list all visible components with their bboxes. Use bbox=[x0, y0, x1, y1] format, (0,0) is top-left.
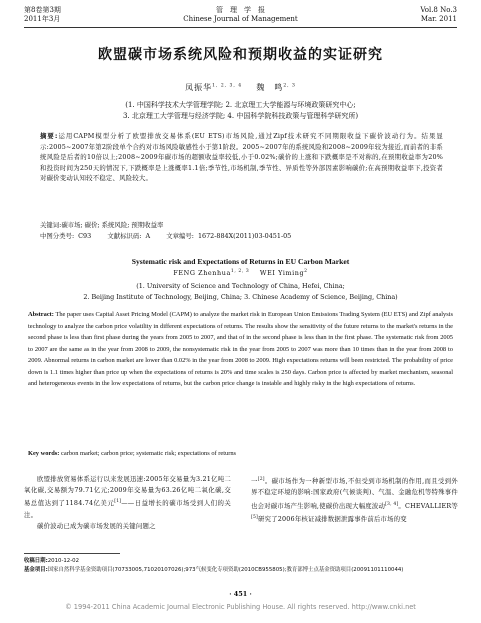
body-paragraph bbox=[24, 474, 231, 521]
citation: [2] bbox=[257, 477, 265, 482]
author1-en: FENG Zhenhua bbox=[173, 269, 231, 278]
keywords-cn-text: 碳市场; 碳价; 系统风险; 预期收益率 bbox=[61, 221, 164, 229]
authors-en bbox=[0, 269, 481, 277]
clc-number: 中图分类号: C93 bbox=[40, 232, 92, 240]
header-rule bbox=[24, 27, 457, 28]
abstract-en-text: The paper uses Capital Asset Pricing Model (CAPM) to analyze the market risk in European Union Emissions Trading System (EU ETS) and Zipf analysis technology to analyze the carbon price volatility in different expectations of returns. The results show the sensitivity of the future returns to the market's returns in the second phase is less than first phase during the years from 2005 to 2007, and that of in the second phase is less than in the first phase. The systematic risk from 2005 to 2007 are the same as in the year from 2008 to 2009, the nonsystematic risk in the year from 2005 to 2007 was more than 10 times than in the year from 2008 to 2009. Abnormal returns in carbon market are lower than 0.02% in the year from 2008 to 2009. High expectations returns will been restricted. The probability of price down is 1.1 times higher than price up when the expectations of returns is 20% and time scales is 250 days. Carbon price is affected by market mechanism, seasonal and heterogeneous events in the low expectations of returns, but the carbon price change is instable and highly risky in the high expectations of returns. bbox=[28, 311, 453, 387]
fund-text: 国家自然科学基金资助项目(70733005,71020107026);973气候变化专项资助(2010CB955805);教育部博士点基金资助项目(20091101110044) bbox=[47, 567, 404, 573]
received-date: 2010-12-02 bbox=[47, 558, 80, 564]
title-en: Systematic risk and Expectations of Returns in EU Carbon Market bbox=[131, 257, 350, 266]
author1-cn: 凤振华 bbox=[185, 83, 213, 92]
body-column-right bbox=[251, 474, 458, 525]
keywords-en bbox=[28, 448, 453, 459]
body-text: 。碳市场作为一种新型市场,不但受到市场机制的作用,而且受到外界不稳定环境的影响:国家政府(气候谈判)、气温、金融危机等特殊事件也会对碳市场产生影响,使碳价出现大幅度波动 bbox=[251, 477, 458, 510]
header-right bbox=[420, 6, 457, 24]
body-text: 研究了2006年核证减排数据泄露事件前后市场的变 bbox=[257, 514, 407, 523]
affiliation-cn-line1: (1. 中国科学技术大学管理学院; 2. 北京理工大学能源与环境政策研究中心; bbox=[125, 101, 356, 109]
header-journal-en: Chinese Journal of Management bbox=[183, 15, 298, 23]
header-issue-cn: 第8卷第3期 bbox=[24, 6, 61, 14]
abstract-en bbox=[28, 309, 453, 390]
authors-cn bbox=[0, 82, 481, 93]
affiliations-cn bbox=[0, 100, 481, 122]
received-label: 收稿日期: bbox=[24, 558, 48, 564]
body-text: 。CHEVALLIER等 bbox=[398, 501, 459, 510]
footnote-fund bbox=[24, 566, 457, 575]
footnote bbox=[24, 557, 457, 575]
header-vol-en: Vol.8 No.3 bbox=[420, 6, 457, 14]
citation: [3, 4] bbox=[385, 501, 399, 507]
body-paragraph bbox=[251, 474, 458, 525]
citation: [1] bbox=[114, 499, 122, 505]
header-center bbox=[24, 6, 457, 24]
footnote-received bbox=[24, 557, 457, 566]
body-text: 一 bbox=[251, 477, 258, 486]
affiliations-en bbox=[0, 281, 481, 303]
article-number: 文章编号: 1672-884X(2011)03-0451-05 bbox=[166, 232, 292, 240]
citation: [5] bbox=[251, 514, 258, 520]
author1-cn-affil: 1, 2, 3, 4 bbox=[212, 83, 243, 89]
abstract-cn-label: 摘要: bbox=[40, 132, 58, 140]
affiliation-en-line2: 2. Beijing Institute of Technology, Beijing, China; 3. Chinese Academy of Science, Beijing, China) bbox=[83, 293, 398, 301]
classification-cn bbox=[40, 231, 443, 242]
keywords-en-label: Key words: bbox=[28, 450, 60, 457]
body-text: ——日益增长的碳市场受到人们的关注。 bbox=[24, 499, 231, 519]
body-text: 碳价波动已成为碳市场发展的关键问题之 bbox=[37, 521, 156, 530]
author1-en-affil: 1, 2, 3 bbox=[230, 269, 250, 274]
affiliation-en-line1: (1. University of Science and Technology of China, Hefei, China; bbox=[136, 282, 345, 290]
document-code: 文献标识码: A bbox=[107, 232, 151, 240]
header-journal-cn: 管 理 学 报 bbox=[216, 6, 265, 14]
header-date-cn: 2011年3月 bbox=[24, 15, 61, 23]
author2-cn: 魏 鸣 bbox=[256, 83, 284, 92]
body-text: 欧盟排放贸易体系运行以来发展迅速:2005年交易量为3.21亿吨二氧化碳,交易额为79.71亿元;2009年交易量为63.26亿吨二氧化碳,交易总值达到了1184.74亿美元 bbox=[24, 475, 231, 508]
author2-cn-affil: 2, 3 bbox=[283, 83, 296, 89]
author2-en: WEI Yiming bbox=[259, 269, 305, 278]
abstract-cn bbox=[40, 131, 443, 184]
author2-en-affil: 2 bbox=[304, 269, 308, 274]
copyright-watermark: © 1994-2011 China Academic Journal Electronic Publishing House. All rights reserved. http://www.cnki.net bbox=[65, 603, 416, 611]
body-column-left bbox=[24, 474, 231, 532]
page-number: · 451 · bbox=[229, 590, 252, 598]
abstract-cn-text: 运用CAPM模型分析了欧盟排放交易体系(EU ETS)市场风险,通过Zipf技术研究不同期限收益下碳价波动行为。结果显示:2005~2007年第2阶段单个合约对市场风险敏感性小于第1阶段。2005~2007年的系统风险和2008~2009年较为接近,而前者的非系统风险是后者的10倍以上;2008~2009年碳市场的超额收益率较低,小于0.02%;碳价的上涨和下跌概率是不对称的,在预期收益率为20%和投资时间为250天的情况下,下跌概率是上涨概率1.1倍;季节性,市场机制,季节性、异质性等外部因素影响碳价;在高预期收益率下,投资者对碳价变动认知较不稳定、风险较大。 bbox=[40, 132, 443, 182]
keywords-cn-label: 关键词: bbox=[40, 221, 62, 229]
title-cn: 欧盟碳市场系统风险和预期收益的实证研究 bbox=[98, 47, 383, 63]
keywords-cn bbox=[40, 220, 443, 231]
fund-label: 基金项目: bbox=[24, 567, 48, 573]
body-paragraph bbox=[24, 521, 231, 532]
footnote-rule bbox=[24, 553, 120, 554]
header-date-en: Mar. 2011 bbox=[420, 15, 457, 23]
abstract-en-label: Abstract: bbox=[28, 311, 54, 318]
affiliation-cn-line2: 3. 北京理工大学管理与经济学院; 4. 中国科学院科技政策与管理科学研究所) bbox=[122, 112, 359, 120]
keywords-en-text: carbon market; carbon price; systematic risk; expectations of returns bbox=[61, 450, 236, 457]
